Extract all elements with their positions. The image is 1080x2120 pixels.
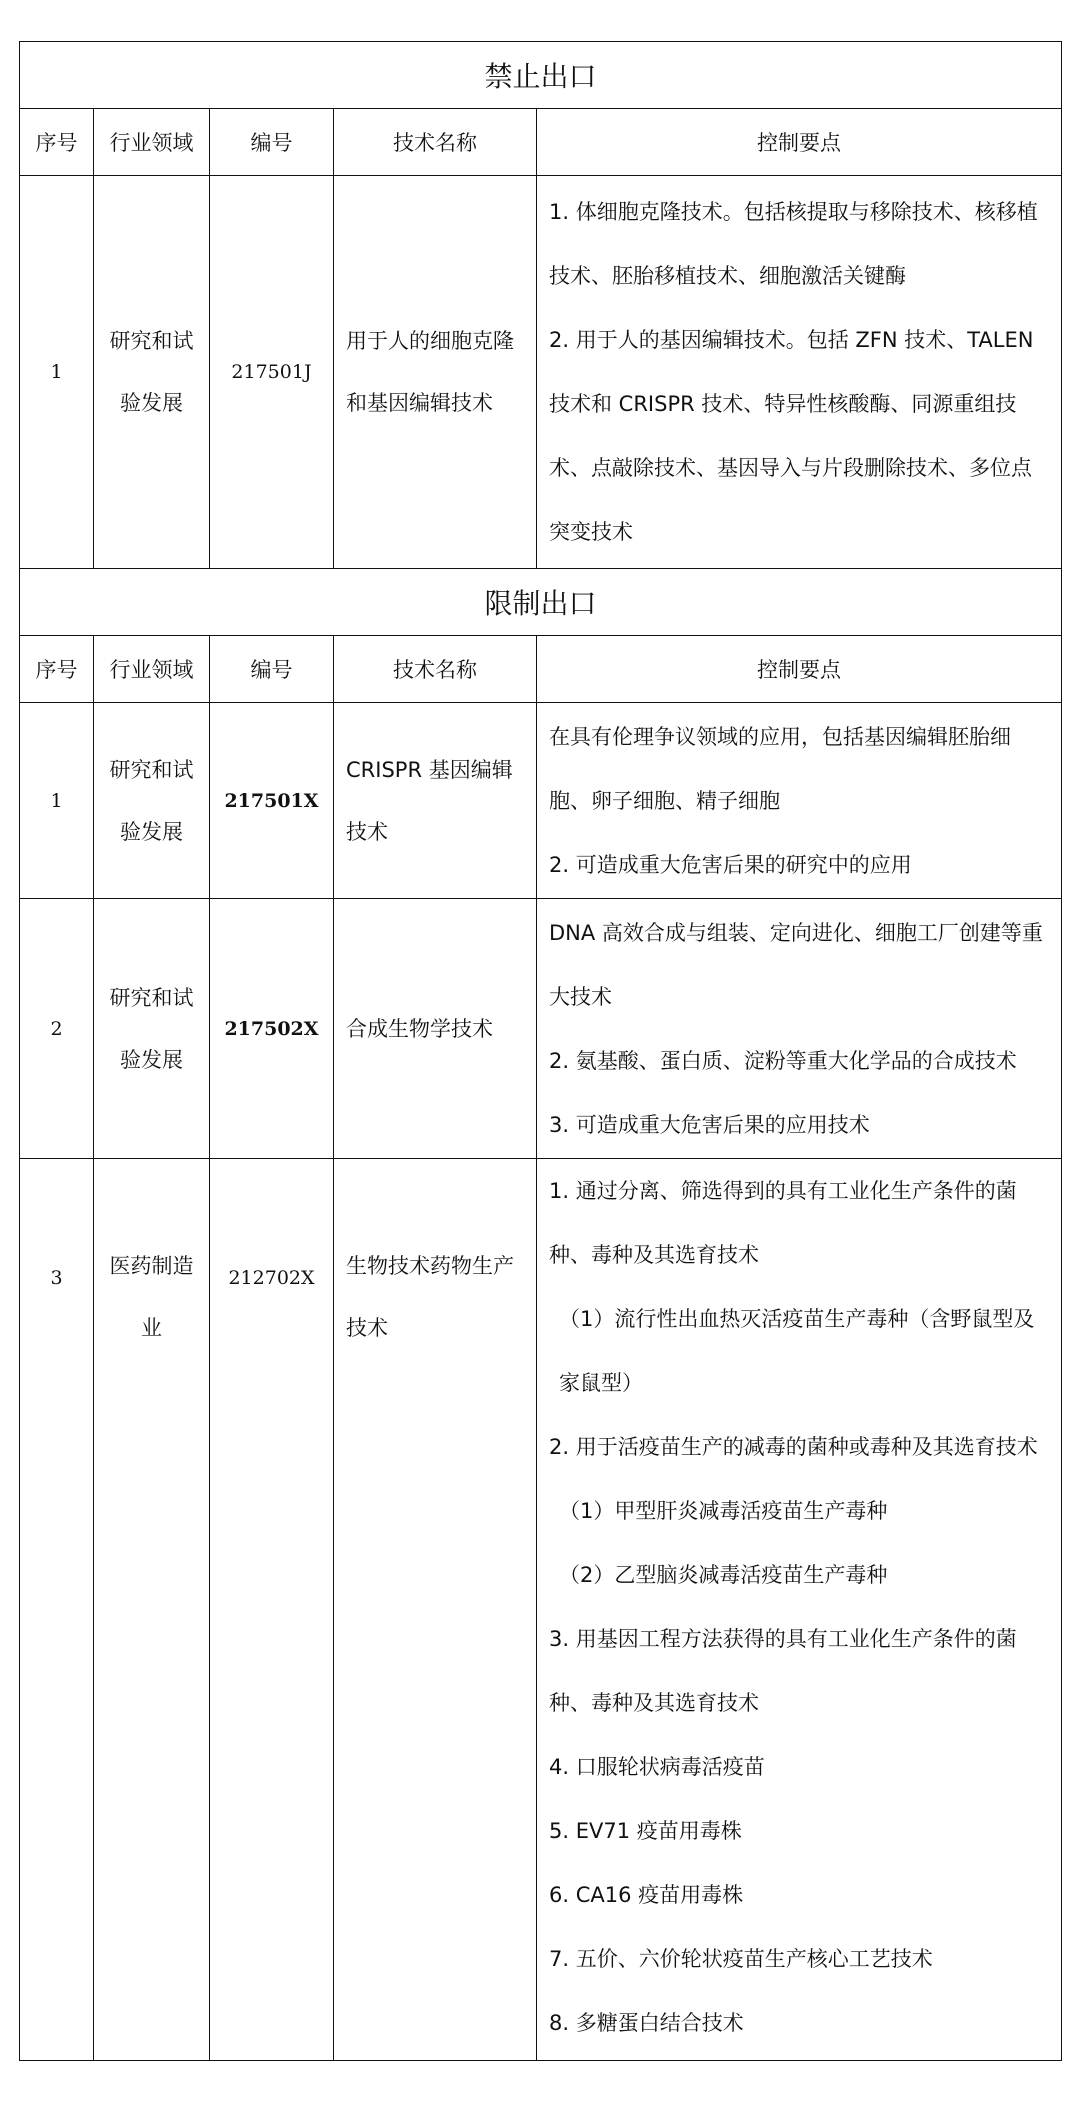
table-header-row <box>20 636 1062 703</box>
table-row <box>20 703 1062 899</box>
control-point: 6. CA16 疫苗用毒株 <box>549 1883 744 1907</box>
row-tech-name: 用于人的细胞克隆和基因编辑技术 <box>334 176 537 569</box>
header-field: 行业领域 <box>94 636 210 703</box>
table-row <box>20 1159 1062 2061</box>
header-code: 编号 <box>210 636 334 703</box>
row-field: 研究和试验发展 <box>94 899 210 1159</box>
header-name: 技术名称 <box>334 636 537 703</box>
row-control-points <box>537 703 1062 899</box>
row-seq: 3 <box>20 1159 94 2061</box>
control-point: 2. 用于人的基因编辑技术。包括 ZFN 技术、TALEN 技术和 CRISPR 技术、特异性核酸酶、同源重组技术、点敲除技术、基因导入与片段删除技术、多位点突变技术 <box>549 328 1034 544</box>
header-name: 技术名称 <box>334 109 537 176</box>
row-control-points <box>537 1159 1062 2061</box>
header-points: 控制要点 <box>537 109 1062 176</box>
control-point: 在具有伦理争议领域的应用，包括基因编辑胚胎细胞、卵子细胞、精子细胞 <box>549 724 1011 813</box>
row-field: 研究和试验发展 <box>94 703 210 899</box>
control-point: DNA 高效合成与组装、定向进化、细胞工厂创建等重大技术 <box>549 920 1043 1009</box>
header-points: 控制要点 <box>537 636 1062 703</box>
row-seq: 1 <box>20 703 94 899</box>
row-code: 217501X <box>210 703 334 899</box>
control-point: （1）流行性出血热灭活疫苗生产毒种（含野鼠型及家鼠型） <box>559 1307 1035 1395</box>
table-header-row <box>20 109 1062 176</box>
control-point: 2. 氨基酸、蛋白质、淀粉等重大化学品的合成技术 <box>549 1048 1017 1073</box>
row-seq: 2 <box>20 899 94 1159</box>
table-row <box>20 899 1062 1159</box>
technology-export-control-table <box>19 41 1062 2061</box>
control-point: （2）乙型脑炎减毒活疫苗生产毒种 <box>559 1563 888 1587</box>
row-field: 研究和试验发展 <box>94 176 210 569</box>
control-point: 8. 多糖蛋白结合技术 <box>549 2011 744 2035</box>
control-point: 3. 用基因工程方法获得的具有工业化生产条件的菌种、毒种及其选育技术 <box>549 1627 1017 1715</box>
section-title: 禁止出口 <box>20 42 1062 109</box>
row-control-points <box>537 899 1062 1159</box>
section-title-row <box>20 569 1062 636</box>
control-point: 2. 可造成重大危害后果的研究中的应用 <box>549 852 912 877</box>
row-code: 217501J <box>210 176 334 569</box>
row-control-points <box>537 176 1062 569</box>
row-tech-name: 生物技术药物生产技术 <box>334 1159 537 2061</box>
control-point: 3. 可造成重大危害后果的应用技术 <box>549 1112 870 1137</box>
control-point: 4. 口服轮状病毒活疫苗 <box>549 1755 765 1779</box>
row-field: 医药制造业 <box>94 1159 210 2061</box>
header-field: 行业领域 <box>94 109 210 176</box>
control-point: 1. 体细胞克隆技术。包括核提取与移除技术、核移植技术、胚胎移植技术、细胞激活关键酶 <box>549 200 1038 288</box>
row-code: 217502X <box>210 899 334 1159</box>
table-row <box>20 176 1062 569</box>
control-point: 2. 用于活疫苗生产的减毒的菌种或毒种及其选育技术 <box>549 1435 1038 1459</box>
header-seq: 序号 <box>20 109 94 176</box>
row-code: 212702X <box>210 1159 334 2061</box>
header-seq: 序号 <box>20 636 94 703</box>
row-seq: 1 <box>20 176 94 569</box>
section-title: 限制出口 <box>20 569 1062 636</box>
header-code: 编号 <box>210 109 334 176</box>
control-point: 1. 通过分离、筛选得到的具有工业化生产条件的菌种、毒种及其选育技术 <box>549 1179 1017 1267</box>
control-point: （1）甲型肝炎减毒活疫苗生产毒种 <box>559 1499 888 1523</box>
control-point: 7. 五价、六价轮状疫苗生产核心工艺技术 <box>549 1947 933 1971</box>
control-point: 5. EV71 疫苗用毒株 <box>549 1819 742 1843</box>
section-title-row <box>20 42 1062 109</box>
row-tech-name: CRISPR 基因编辑技术 <box>334 703 537 899</box>
row-tech-name: 合成生物学技术 <box>334 899 537 1159</box>
